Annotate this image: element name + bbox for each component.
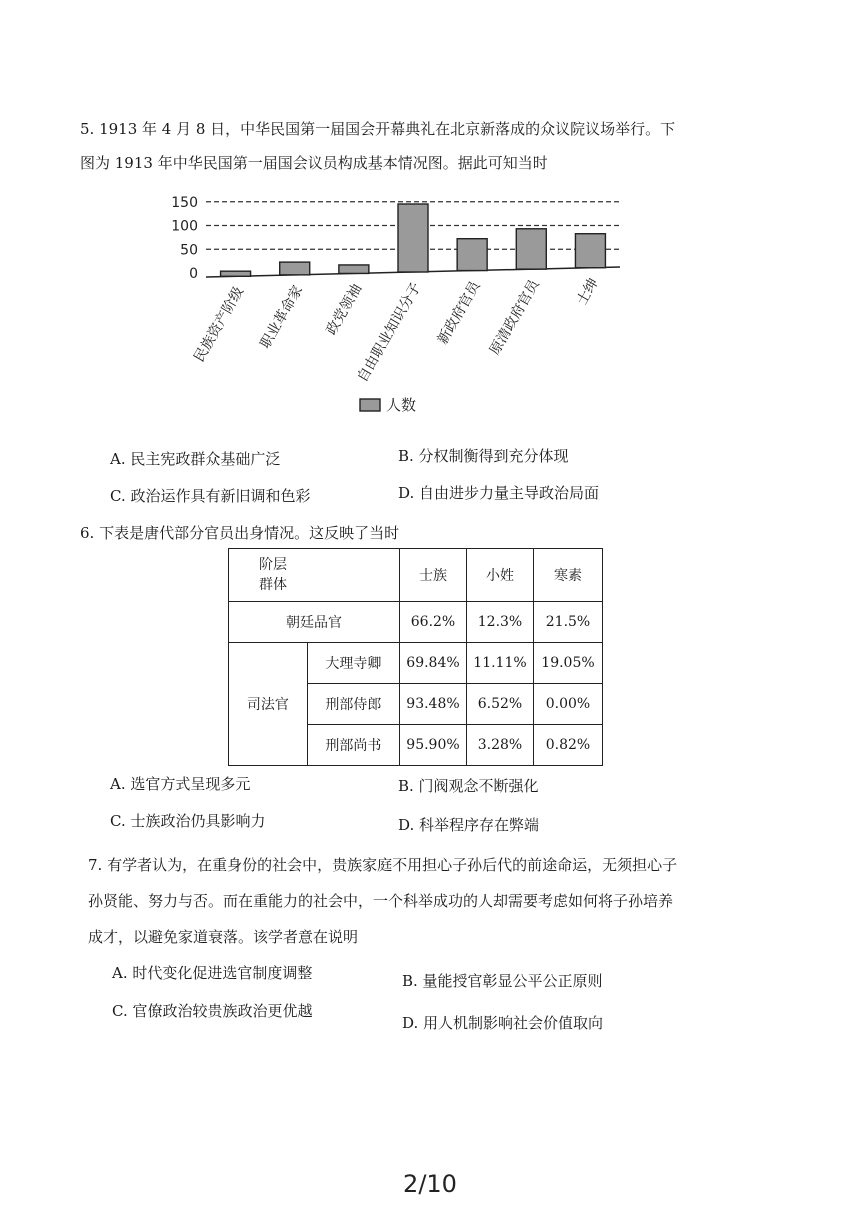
table-cell: 12.3% <box>467 602 534 643</box>
official-origin-table <box>228 548 603 766</box>
bar <box>575 234 605 268</box>
row-label: 刑部尚书 <box>307 725 399 766</box>
row-label-court: 朝廷品官 <box>229 602 400 643</box>
x-tick-label: 士绅 <box>574 275 602 308</box>
bar <box>398 204 428 272</box>
q7-stem-line-2: 孙贤能、努力与否。而在重能力的社会中，一个科举成功的人却需要考虑如何将子孙培养 <box>88 892 674 910</box>
q6-option-d[interactable]: D. 科举程序存在弊端 <box>398 816 540 834</box>
x-tick-label: 政党领袖 <box>323 281 366 338</box>
q5-option-a[interactable]: A. 民主宪政群众基础广泛 <box>110 450 281 468</box>
q7-option-b[interactable]: B. 量能授官彰显公平公正原则 <box>402 972 603 990</box>
table-cell: 69.84% <box>400 643 467 684</box>
y-tick-label: 0 <box>189 266 198 282</box>
table-cell: 19.05% <box>534 643 603 684</box>
q7-option-d[interactable]: D. 用人机制影响社会价值取向 <box>402 1014 604 1032</box>
q7-option-a[interactable]: A. 时代变化促进选官制度调整 <box>112 964 313 982</box>
y-tick-label: 150 <box>171 195 198 211</box>
q7-stem-line-1: 7. 有学者认为，在重身份的社会中，贵族家庭不用担心子孙后代的前途命运，无须担心子 <box>88 856 678 874</box>
page-number: 2/10 <box>403 1170 457 1198</box>
x-tick-label: 自由职业知识分子 <box>354 280 425 385</box>
q5-option-d[interactable]: D. 自由进步力量主导政治局面 <box>398 484 600 502</box>
x-tick-label: 原清政府官员 <box>486 277 543 358</box>
col-header-xiaoxing: 小姓 <box>467 549 534 602</box>
q7-stem-line-3: 成才，以避免家道衰落。该学者意在说明 <box>88 928 359 946</box>
bar <box>516 229 546 269</box>
col-header-hansu: 寒素 <box>534 549 603 602</box>
x-tick-label: 民族资产阶级 <box>191 284 248 366</box>
table-cell: 95.90% <box>400 725 467 766</box>
table-cell: 11.11% <box>467 643 534 684</box>
table-cell: 3.28% <box>467 725 534 766</box>
table-header-row <box>229 549 603 602</box>
q6-stem: 6. 下表是唐代部分官员出身情况。这反映了当时 <box>80 524 400 542</box>
q6-option-b[interactable]: B. 门阀观念不断强化 <box>398 777 539 795</box>
q5-stem-line-1: 5. 1913 年 4 月 8 日，中华民国第一届国会开幕典礼在北京新落成的众议院议场举行。下 <box>80 120 676 138</box>
bar <box>339 265 369 274</box>
table-cell: 66.2% <box>400 602 467 643</box>
row-group-label-judicial: 司法官 <box>229 643 308 766</box>
table-cell: 0.82% <box>534 725 603 766</box>
table-row <box>229 602 603 643</box>
q7-option-c[interactable]: C. 官僚政治较贵族政治更优越 <box>112 1002 313 1020</box>
legend-label: 人数 <box>386 396 417 414</box>
bar <box>457 239 487 271</box>
q5-stem-line-2: 图为 1913 年中华民国第一届国会议员构成基本情况图。据此可知当时 <box>80 154 548 172</box>
q6-option-c[interactable]: C. 士族政治仍具影响力 <box>110 812 266 830</box>
row-label: 刑部侍郎 <box>307 684 399 725</box>
bar <box>221 271 251 276</box>
row-label: 大理寺卿 <box>307 643 399 684</box>
legend-swatch <box>360 399 380 411</box>
table-cell: 6.52% <box>467 684 534 725</box>
col-header-shizu: 士族 <box>400 549 467 602</box>
bar <box>280 262 310 275</box>
table-corner-header <box>229 549 400 602</box>
y-tick-label: 100 <box>171 218 198 235</box>
y-tick-label: 50 <box>180 242 198 259</box>
x-tick-label: 新政府官员 <box>434 278 484 348</box>
header-top: 阶层 <box>259 557 287 573</box>
header-bottom: 群体 <box>259 577 287 593</box>
q5-option-c[interactable]: C. 政治运作具有新旧调和色彩 <box>110 487 311 505</box>
q5-option-b[interactable]: B. 分权制衡得到充分体现 <box>398 447 569 465</box>
q6-option-a[interactable]: A. 选官方式呈现多元 <box>110 775 251 793</box>
table-cell: 21.5% <box>534 602 603 643</box>
table-cell: 0.00% <box>534 684 603 725</box>
table-row <box>229 643 603 684</box>
bar-chart <box>160 195 640 427</box>
x-tick-label: 职业革命家 <box>257 282 307 352</box>
table-cell: 93.48% <box>400 684 467 725</box>
